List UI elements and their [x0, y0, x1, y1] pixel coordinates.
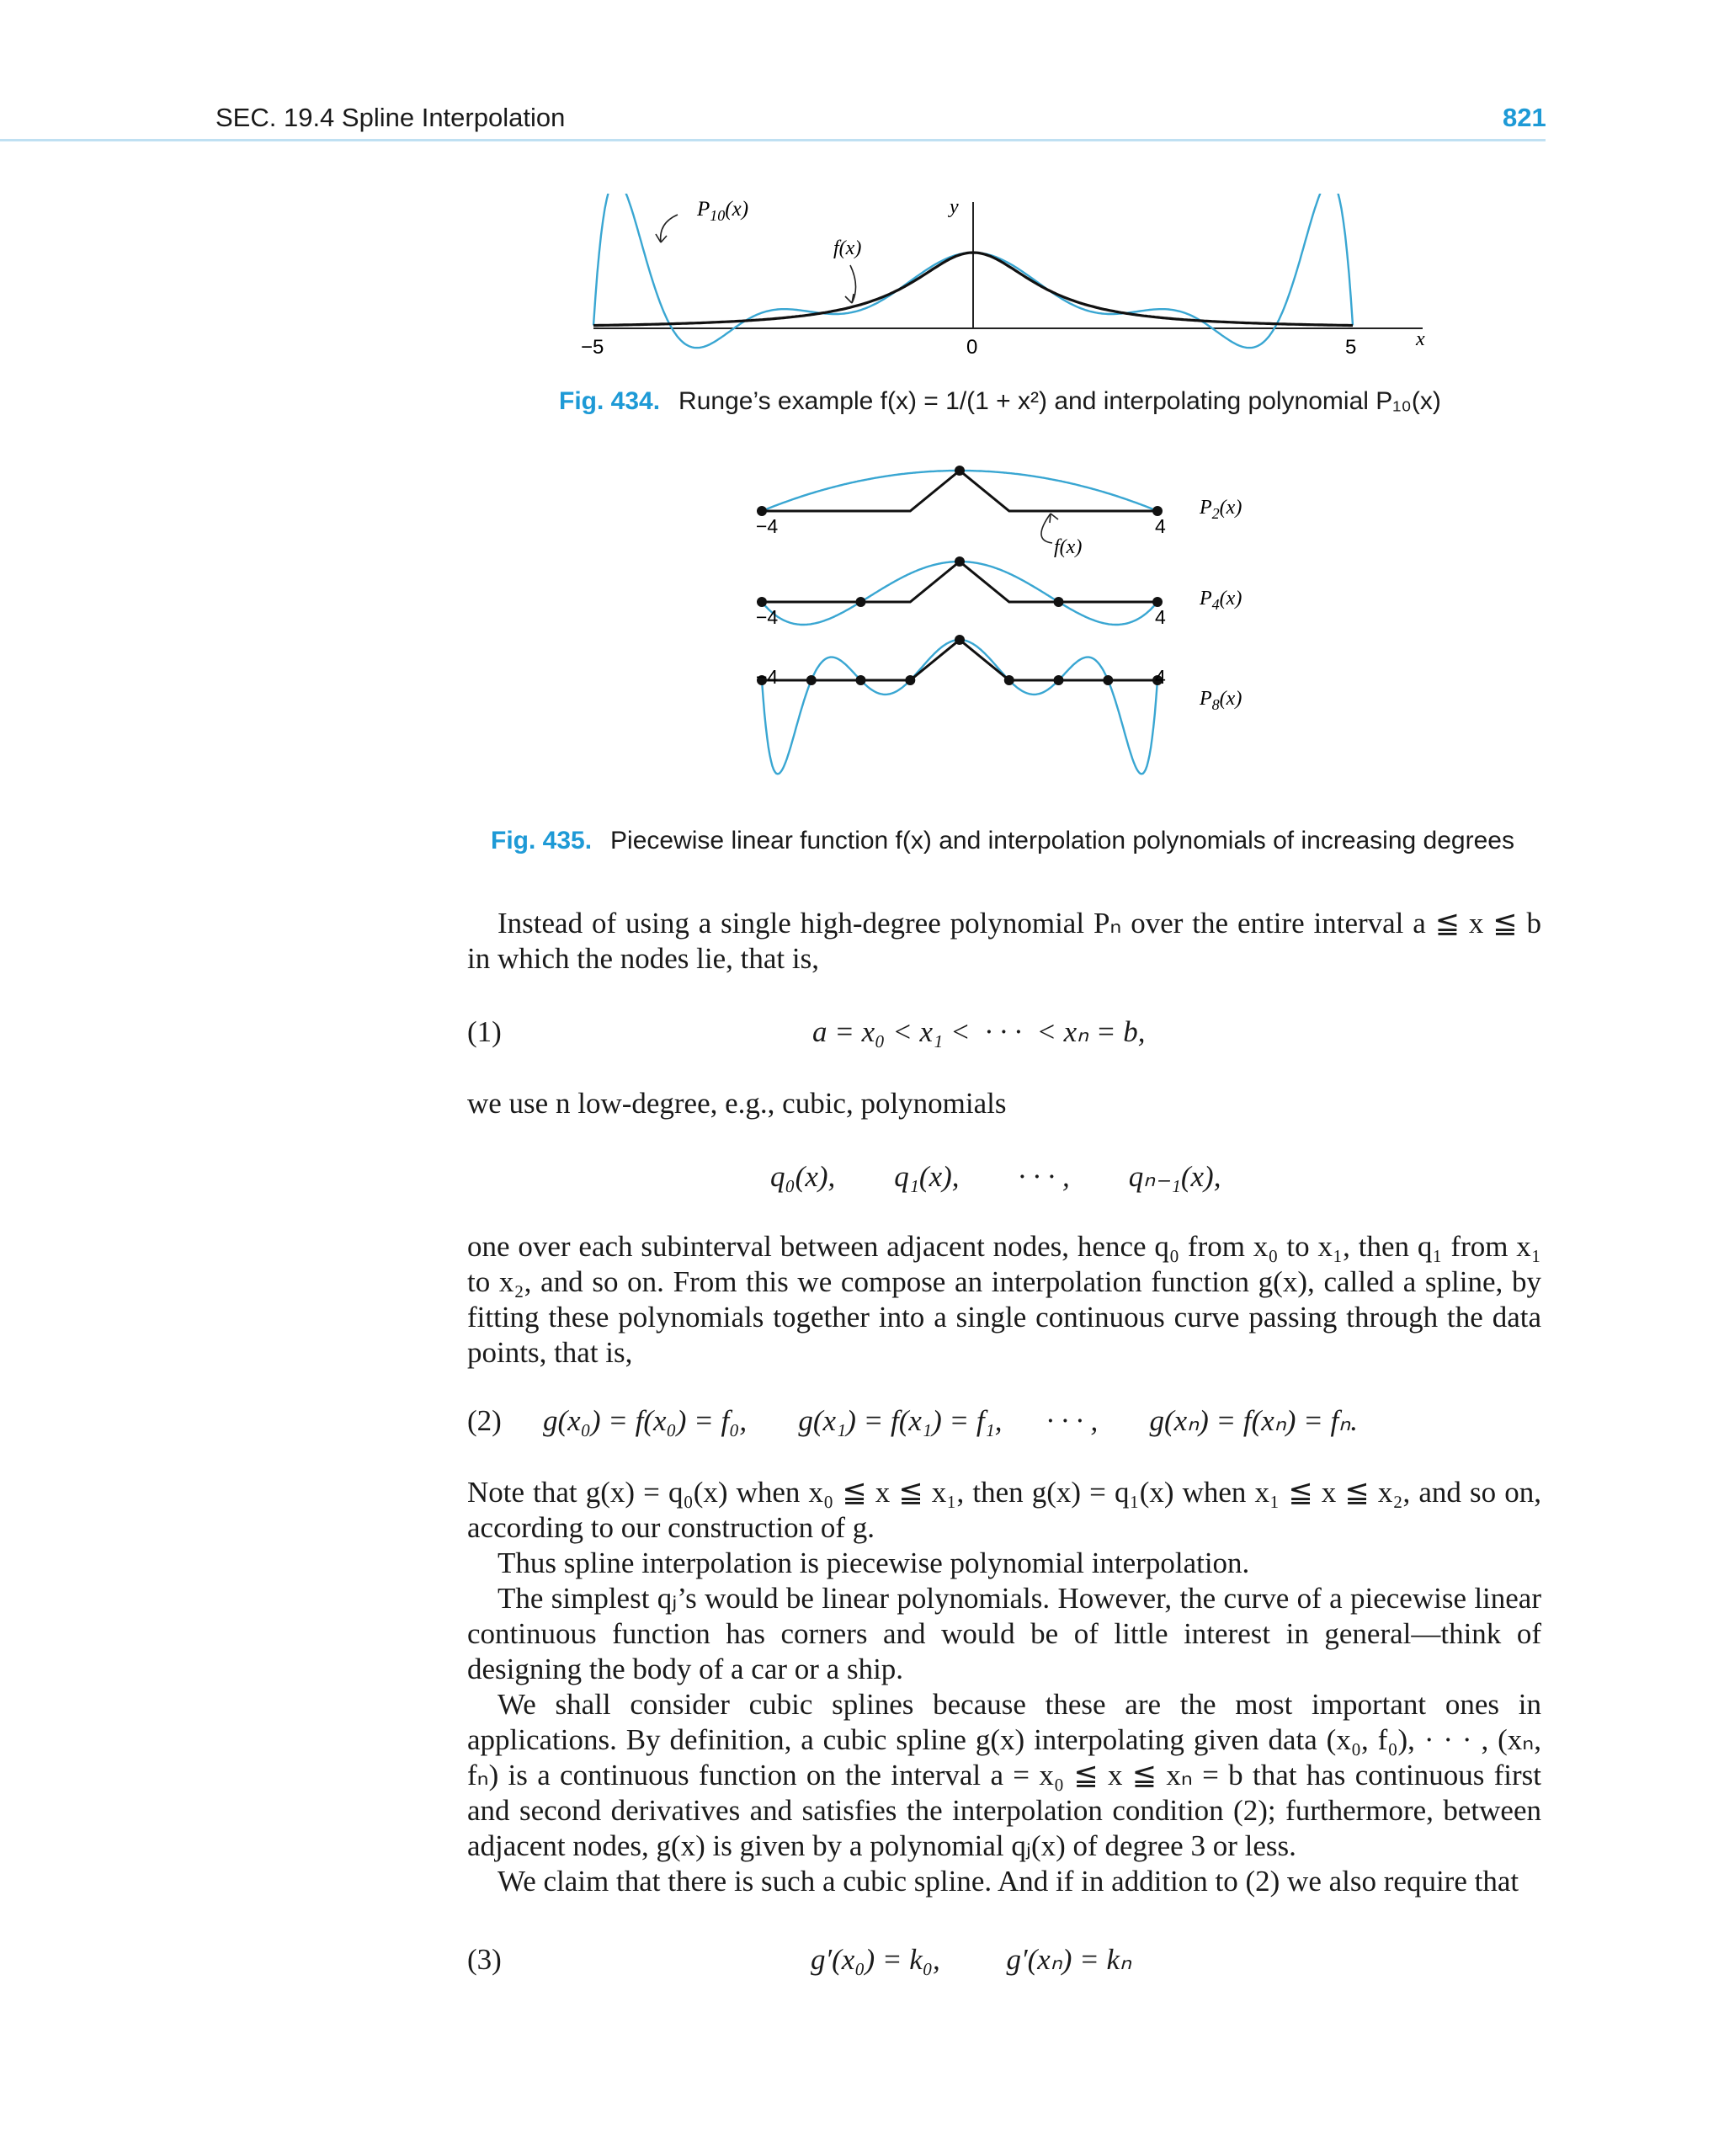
fig435-node-row2-6	[1054, 675, 1064, 685]
paragraph-7: We shall consider cubic splines because these are the most important ones in applications. By definition, a cubic spline g(x) interpolating given data (x₀, f₀), · · · , (xₙ, fₙ) is a continuous function on the interval a = x₀ ≦ x ≦ xₙ = b that has continuous first and second derivatives and satisfies the interpolation condition (2); furthermore, between adjacent nodes, g(x) is given by a polynomial qⱼ(x) of degree 3 or less.	[467, 1688, 1541, 1862]
fig434-x-label: x	[1416, 328, 1425, 350]
equation-3: g′(x₀) = k₀, g′(xₙ) = kₙ	[811, 1943, 1132, 1976]
fig435-p8-label: $P_8(x)$	[1200, 688, 1242, 713]
paragraph-1: Instead of using a single high-degree polynomial Pₙ over the entire interval a ≦ x ≦ b in which the nodes lie, that is,	[467, 907, 1541, 975]
fig434-p10-label: $P_{10}(x)$	[697, 198, 749, 224]
fig435-p4-label: $P_4(x)$	[1200, 588, 1242, 613]
running-header: SEC. 19.4 Spline Interpolation	[216, 103, 566, 132]
paragraph-8: We claim that there is such a cubic spline. And if in addition to (2) we also require that	[498, 1865, 1519, 1898]
fig435-row1-left-tick: −4	[756, 606, 779, 628]
fig434-p10-arrow	[661, 215, 678, 242]
fig435-row1-right-tick: 4	[1155, 606, 1166, 628]
fig435-node-row2-4	[955, 635, 965, 645]
fig435-f-line-row2	[762, 640, 1157, 680]
fig435-node-row2-2	[856, 675, 866, 685]
fig435-p2-label: $P_2(x)$	[1200, 497, 1242, 522]
fig435-node-row0-1	[955, 466, 965, 476]
fig435-node-row2-5	[1004, 675, 1014, 685]
paragraph-5: Thus spline interpolation is piecewise polynomial interpolation.	[498, 1546, 1250, 1579]
fig435-node-row2-1	[806, 675, 817, 685]
equation-q: q₀(x), q₁(x), · · · , qₙ₋₁(x),	[770, 1160, 1221, 1193]
fig434-caption: Fig. 434. Runge’s example f(x) = 1/(1 + x²) and interpolating polynomial P₁₀(x)	[559, 387, 1441, 415]
fig435-p4-curve	[762, 562, 1157, 625]
fig434-tick-m5: −5	[581, 336, 604, 359]
fig435-p8-curve	[762, 640, 1157, 774]
eq3-number: (3)	[467, 1943, 502, 1976]
figure-435	[741, 446, 1263, 825]
fig435-node-row2-7	[1103, 675, 1113, 685]
figure-434	[581, 194, 1465, 375]
fig435-node-row1-1	[856, 597, 866, 607]
fig435-f-label: f(x)	[1054, 536, 1083, 558]
page-number: 821	[1503, 103, 1546, 132]
fig435-caption: Fig. 435. Piecewise linear function f(x) and interpolation polynomials of increasing degrees	[491, 827, 1514, 854]
eq2-number: (2)	[467, 1404, 502, 1437]
fig435-row0-right-tick: 4	[1155, 515, 1166, 537]
fig435-row0-left-tick: −4	[756, 515, 779, 537]
equation-2: g(x₀) = f(x₀) = f₀, g(x₁) = f(x₁) = f₁, · · · , g(xₙ) = f(xₙ) = fₙ.	[543, 1404, 1358, 1437]
paragraph-2: we use n low-degree, e.g., cubic, polynomials	[467, 1087, 1007, 1120]
eq1-number: (1)	[467, 1015, 502, 1048]
fig435-row2-right-tick: 4	[1155, 666, 1166, 688]
paragraph-4: Note that g(x) = q₀(x) when x₀ ≦ x ≦ x₁, then g(x) = q₁(x) when x₁ ≦ x ≦ x₂, and so on, according to our construction of g. Thus spline interpolation is piecewise polynomial interpolation. The simplest qⱼ’s would be linear polynomials. However, the curve of a piecewise linear continuous function has corners and would be of little interest in general—think of designing the body of a car or a ship. We shall consider cubic splines because these are the most important ones in applications. By definition, a cubic spline g(x) interpolating given data (x₀, f₀), · · · , (xₙ, fₙ) is a continuous function on the interval a = x₀ ≦ x ≦ xₙ = b that has continuous first and second derivatives and satisfies the interpolation condition (2); furthermore, between adjacent nodes, g(x) is given by a polynomial qⱼ(x) of degree 3 or less. We claim that there is such a cubic spline. And if in addition to (2) we also require that	[467, 1476, 1541, 1898]
fig434-tick-0: 0	[966, 336, 978, 359]
header-rule	[0, 139, 1546, 141]
paragraph-6: The simplest qⱼ’s would be linear polynomials. However, the curve of a piecewise linear continuous function has corners and would be of little interest in general—think of designing the body of a car or a ship.	[467, 1582, 1541, 1685]
fig435-node-row1-2	[955, 556, 965, 567]
paragraph-3: one over each subinterval between adjacent nodes, hence q₀ from x₀ to x₁, then q₁ from x₁ to x₂, and so on. From this we compose an interpolation function g(x), called a spline, by fitting these polynomials together into a single continuous curve passing through the data points, that is,	[467, 1230, 1541, 1369]
fig435-p2-curve	[762, 471, 1157, 511]
fig435-f-line-row1	[762, 562, 1157, 602]
fig435-node-row2-3	[905, 675, 915, 685]
equation-1: a = x₀ < x₁ < · · · < xₙ = b,	[812, 1015, 1146, 1048]
fig435-node-row1-3	[1054, 597, 1064, 607]
fig435-row2-left-tick: −4	[756, 666, 779, 688]
fig434-f-label: f(x)	[833, 237, 862, 259]
fig434-y-label: y	[950, 196, 959, 218]
fig434-tick-5: 5	[1345, 336, 1357, 359]
